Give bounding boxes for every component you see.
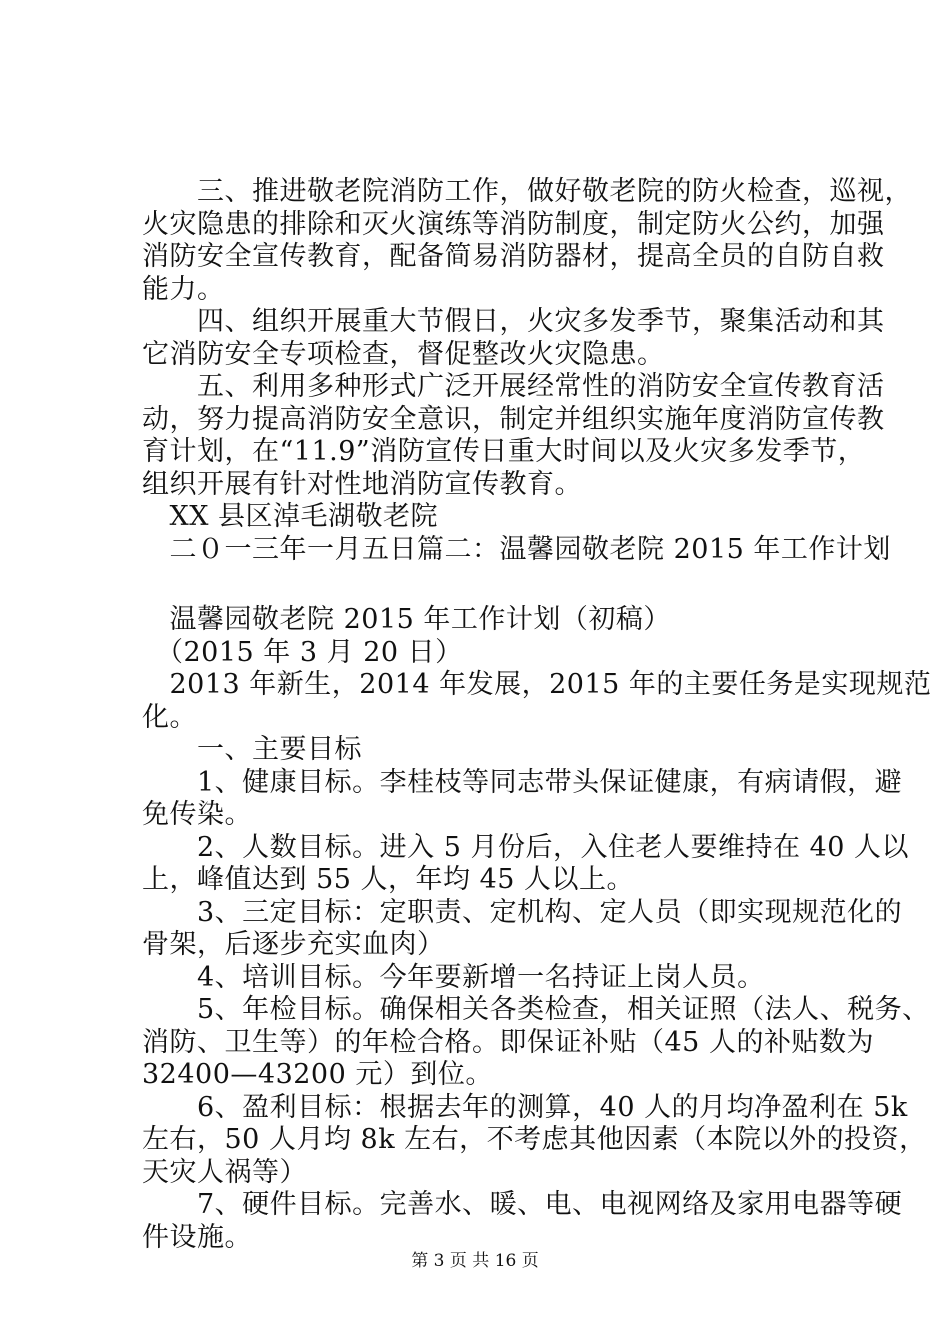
text-line: 一、主要目标: [142, 734, 362, 765]
text-line: 7、硬件目标。完善水、暖、电、电视网络及家用电器等硬: [142, 1189, 903, 1220]
text-line: 4、培训目标。今年要新增一名持证上岗人员。: [142, 961, 765, 993]
text-line: 5、年检目标。确保相关各类检查，相关证照（法人、税务、: [142, 994, 930, 1025]
section-title: 温馨园敬老院 2015 年工作计划（初稿）: [142, 604, 671, 635]
section-date: （2015 年 3 月 20 日）: [142, 636, 463, 668]
text-line: 骨架，后逐步充实血肉）: [142, 929, 445, 960]
text-line: 四、组织开展重大节假日，火灾多发季节，聚集活动和其: [142, 306, 885, 337]
text-line: 左右，50 人月均 8k 左右，不考虑其他因素（本院以外的投资，: [142, 1124, 927, 1155]
text-line: 育计划，在“11.9”消防宣传日重大时间以及火灾多发季节，: [142, 436, 866, 467]
text-line: 免传染。: [142, 799, 252, 830]
blank-line: [142, 566, 842, 604]
text-line: 它消防安全专项检查，督促整改火灾隐患。: [142, 338, 665, 370]
text-line: 2、人数目标。进入 5 月份后，入住老人要维持在 40 人以: [142, 831, 910, 863]
text-line: 火灾隐患的排除和灭火演练等消防制度，制定防火公约，加强: [142, 208, 885, 240]
text-line: 三、推进敬老院消防工作，做好敬老院的防火检查，巡视，: [142, 176, 912, 207]
text-line: 天灾人祸等）: [142, 1156, 307, 1188]
text-line: 动，努力提高消防安全意识，制定并组织实施年度消防宣传教: [142, 403, 885, 435]
text-line: 五、利用多种形式广泛开展经常性的消防安全宣传教育活: [142, 371, 885, 402]
text-line: 32400—43200 元）到位。: [142, 1059, 493, 1090]
text-line: 3、三定目标：定职责、定机构、定人员（即实现规范化的: [142, 896, 903, 928]
text-line: 化。: [142, 701, 197, 733]
text-line: 二０一三年一月五日篇二：温馨园敬老院 2015 年工作计划: [142, 533, 891, 565]
text-line: 上，峰值达到 55 人，年均 45 人以上。: [142, 864, 635, 895]
text-line: 消防安全宣传教育，配备简易消防器材，提高全员的自防自救: [142, 241, 885, 272]
text-line: 件设施。: [142, 1221, 252, 1253]
text-line: XX 县区淖毛湖敬老院: [142, 501, 439, 532]
text-line: 2013 年新生，2014 年发展，2015 年的主要任务是实现规范: [142, 669, 932, 700]
text-line: 1、健康目标。李桂枝等同志带头保证健康，有病请假，避: [142, 766, 903, 798]
document-body: [142, 176, 932, 1254]
text-line: 能力。: [142, 273, 225, 305]
text-line: 6、盈利目标：根据去年的测算，40 人的月均净盈利在 5k: [142, 1091, 908, 1123]
page-number-footer: 第 3 页 共 16 页: [411, 1251, 539, 1271]
text-line: 消防、卫生等）的年检合格。即保证补贴（45 人的补贴数为: [142, 1026, 874, 1058]
text-line: 组织开展有针对性地消防宣传教育。: [142, 468, 582, 500]
